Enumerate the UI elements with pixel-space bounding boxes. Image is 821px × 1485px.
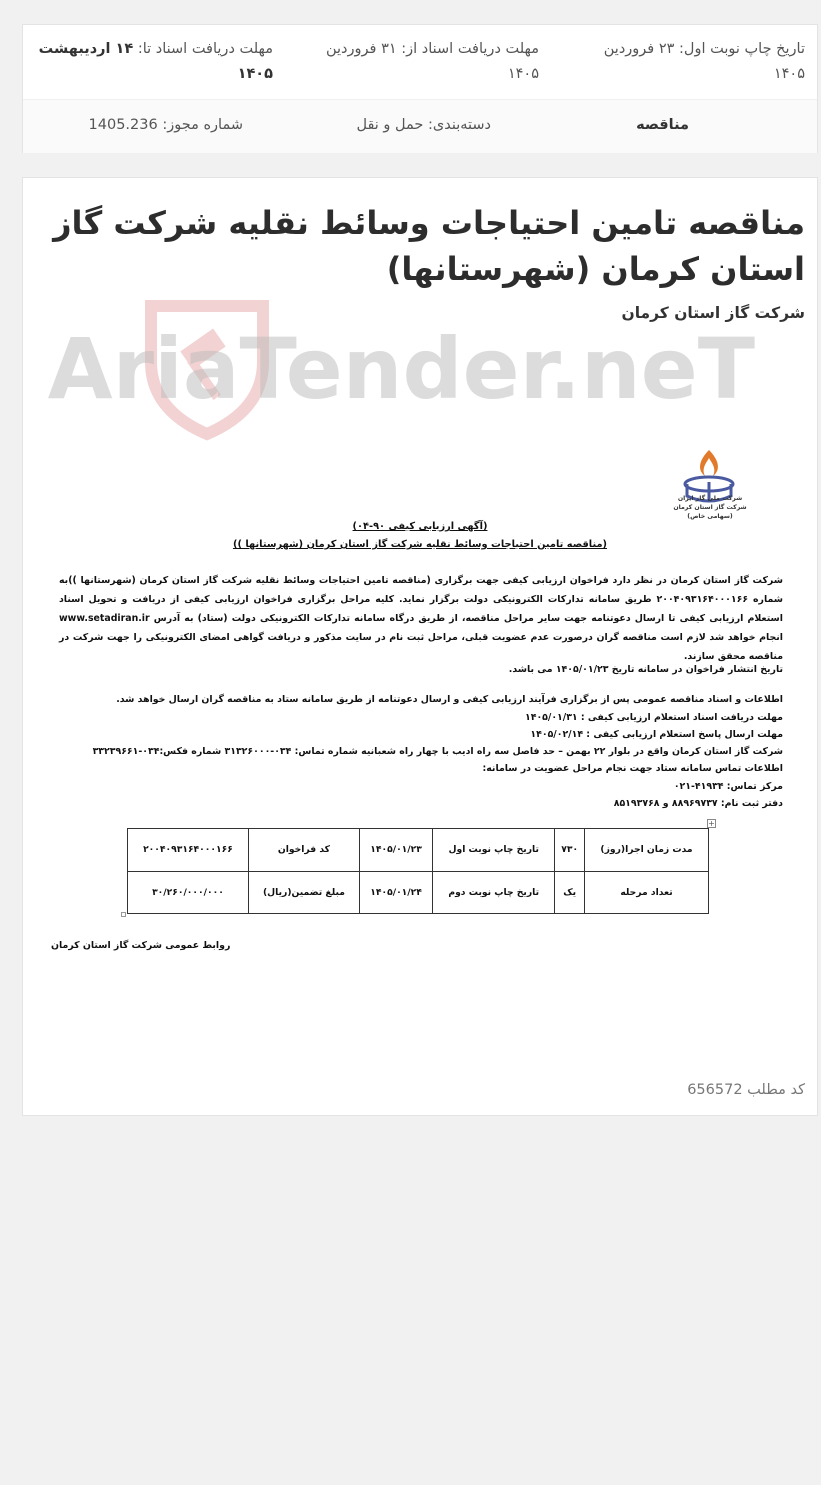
table-resize-handle-icon bbox=[121, 912, 126, 917]
table-cell: تاریخ چاپ نوبت اول bbox=[433, 829, 555, 872]
address-line: شرکت گاز استان کرمان واقع در بلوار ۲۲ بهمن – حد فاصل سه راه ادیب با چهار راه شعبانیه شماره تماس: ۰۳۴-۳۱۳۲۶۰۰۰ شماره فکس:۰۳۴-۳۳۲۳۹۶۶۱ bbox=[92, 746, 783, 757]
documents-info-line: اطلاعات و اسناد مناقصه عمومی پس از برگزاری فرآیند ارزیابی کیفی و ارسال دعوتنامه از طریق سامانه ستاد به مناقصه گران ارسال خواهد شد. bbox=[116, 694, 783, 705]
watermark-text: AriaTender.neT bbox=[47, 320, 755, 418]
article-code: کد مطلب 656572 bbox=[687, 1082, 805, 1098]
receive-to-date bbox=[33, 37, 273, 87]
table-cell: ۱۴۰۵/۰۱/۲۳ bbox=[359, 829, 432, 872]
table-move-handle-icon: + bbox=[708, 819, 715, 828]
tender-article bbox=[22, 177, 818, 1116]
receive-to-label: مهلت دریافت اسناد تا: bbox=[137, 41, 273, 57]
table-row bbox=[128, 829, 709, 872]
table-cell: تاریخ چاپ نوبت دوم bbox=[433, 871, 555, 914]
license-number: شماره مجوز: 1405.236 bbox=[88, 117, 243, 133]
tender-details-table bbox=[127, 828, 709, 914]
registration-line: دفتر ثبت نام: ۸۸۹۶۹۷۳۷ و ۸۵۱۹۳۷۶۸ bbox=[613, 798, 783, 809]
table-cell: ۷۳۰ bbox=[555, 829, 585, 872]
table-cell: مبلغ تضمین(ریال) bbox=[248, 871, 359, 914]
info-row-dates bbox=[23, 25, 817, 99]
notice-signature: روابط عمومی شرکت گاز استان کرمان bbox=[51, 940, 231, 951]
table-row bbox=[128, 871, 709, 914]
notice-body: شرکت گاز استان کرمان در نظر دارد فراخوان ارزیابی کیفی جهت برگزاری (مناقصه تامین احتیاجات وسائط نقلیه شرکت گاز استان کرمان (شهرستانها ))به شماره ۲۰۰۴۰۹۳۱۶۴۰۰۰۱۶۶ طریق سامانه تدارکات الکترونیکی دولت برگزار نماید. کلیه مراحل برگزاری فراخوان ارزیابی کیفی از دریافت و تحویل اسناد استعلام ارزیابی کیفی تا ارسال دعوتنامه جهت سایر مراحل مناقصه، از طریق درگاه سامانه تدارکات الکترونیکی دولت (ستاد) به آدرس www.setadiran.ir انجام خواهد شد لازم است مناقصه گران درصورت عدم عضویت قبلی، مراحل ثبت نام در سایت مذکور و دریافت گواهی امضای الکترونیکی را جهت شرکت در مناقصه محقق سازند. bbox=[59, 575, 783, 662]
logo-line: شرکت ملی گاز ایران bbox=[677, 495, 743, 502]
print-date: تاریخ چاپ نوبت اول: ۲۳ فروردین ۱۴۰۵ bbox=[603, 41, 805, 82]
page-title: مناقصه تامین احتیاجات وسائط نقلیه شرکت گاز استان کرمان (شهرستانها) bbox=[53, 204, 805, 288]
call-center-line: مرکز تماس: ۴۱۹۳۴-۰۲۱ bbox=[673, 781, 783, 792]
tender-info-card bbox=[22, 24, 818, 153]
tender-type[interactable]: مناقصه bbox=[636, 117, 689, 133]
tender-category[interactable]: دسته‌بندی: حمل و نقل bbox=[356, 117, 491, 133]
logo-line: شرکت گاز استان کرمان bbox=[673, 504, 747, 511]
receive-from-date: مهلت دریافت اسناد از: ۳۱ فروردین ۱۴۰۵ bbox=[325, 41, 539, 82]
system-contact-line: اطلاعات تماس سامانه ستاد جهت نجام مراحل عضویت در سامانه: bbox=[482, 763, 783, 774]
send-deadline-line: مهلت ارسال پاسخ استعلام ارزیابی کیفی : ۱۴۰۵/۰۲/۱۴ bbox=[530, 729, 783, 740]
receive-deadline-line: مهلت دریافت اسناد استعلام ارزیابی کیفی : ۱۴۰۵/۰۱/۳۱ bbox=[525, 712, 783, 723]
organization-name: شرکت گاز استان کرمان bbox=[621, 304, 805, 322]
logo-caption bbox=[671, 494, 749, 521]
table-cell: مدت زمان اجرا(روز) bbox=[585, 829, 709, 872]
receive-to-value: ۱۴ اردیبهشت ۱۴۰۵ bbox=[38, 41, 273, 82]
notice-heading: (آگهی ارزیابی کیفی ۹۰-۰۴) bbox=[352, 521, 488, 532]
logo-line: (سهامی خاص) bbox=[687, 513, 733, 520]
table-cell: تعداد مرحله bbox=[585, 871, 709, 914]
ariatender-watermark bbox=[47, 298, 763, 438]
table-cell: ۱۴۰۵/۰۱/۲۴ bbox=[359, 871, 432, 914]
notice-subheading: (مناقصه تامین احتیاجات وسائط نقلیه شرکت گاز استان کرمان (شهرستانها )) bbox=[232, 539, 607, 550]
table-cell: یک bbox=[555, 871, 585, 914]
table-cell: ۲۰۰۴۰۹۳۱۶۴۰۰۰۱۶۶ bbox=[128, 829, 249, 872]
publish-date-line: تاریخ انتشار فراخوان در سامانه تاریخ ۱۴۰۵/۰۱/۲۳ می باشد. bbox=[508, 664, 783, 675]
table-cell: ۳۰/۲۶۰/۰۰۰/۰۰۰ bbox=[128, 871, 249, 914]
table-cell: کد فراخوان bbox=[248, 829, 359, 872]
